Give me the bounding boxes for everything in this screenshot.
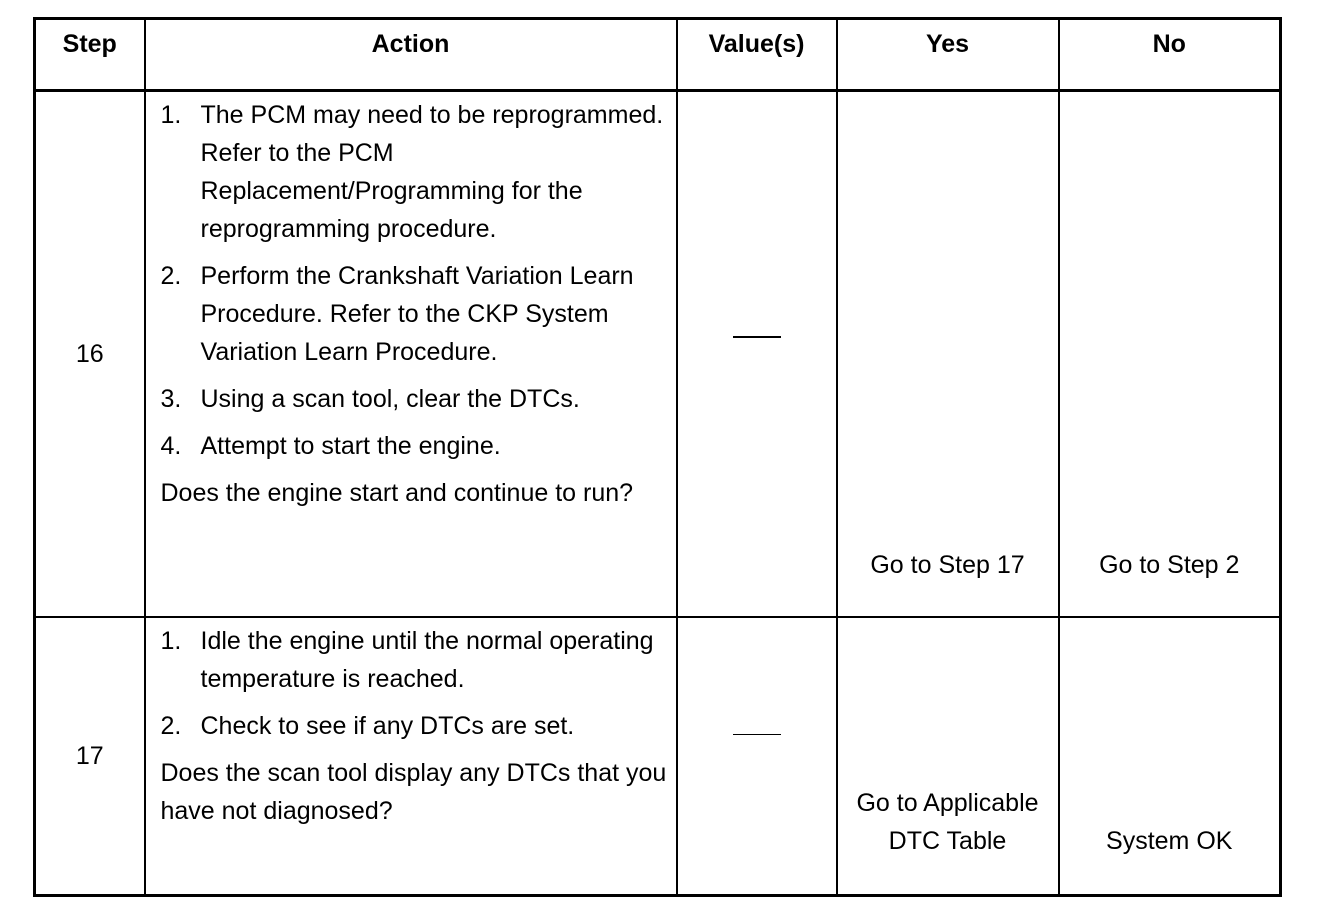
action-question: Does the engine start and continue to run? [160, 479, 634, 507]
action-item [161, 427, 668, 465]
value-cell [677, 617, 837, 896]
action-item-text: The PCM may need to be reprogrammed. Refer to the PCM Replacement/Programming for the reprogramming procedure. [200, 101, 664, 243]
action-item-number: 2. [160, 262, 182, 290]
header-yes: Yes [837, 19, 1059, 91]
action-item [161, 707, 668, 745]
header-values: Value(s) [677, 19, 837, 91]
action-item-text: Idle the engine until the normal operating temperature is reached. [200, 627, 654, 693]
no-value-dash [733, 734, 781, 735]
no-value-dash [733, 336, 781, 338]
action-item-number: 2. [160, 712, 182, 740]
step-number: 17 [35, 617, 145, 896]
action-item-text: Attempt to start the engine. [200, 432, 501, 460]
step-number: 16 [35, 91, 145, 618]
action-question: Does the scan tool display any DTCs that you have not diagnosed? [160, 759, 667, 825]
header-step: Step [35, 19, 145, 91]
action-item-text: Using a scan tool, clear the DTCs. [200, 385, 580, 413]
action-item-number: 1. [160, 627, 182, 655]
header-row [35, 19, 1281, 91]
action-list [161, 96, 668, 465]
action-item [161, 380, 668, 418]
action-item-text: Perform the Crankshaft Variation Learn Procedure. Refer to the CKP System Variation Learn Procedure. [200, 262, 634, 366]
action-item [161, 257, 668, 371]
no-outcome: Go to Step 2 [1059, 91, 1281, 618]
action-list [161, 622, 668, 745]
yes-outcome: Go to Step 17 [837, 91, 1059, 618]
table-row [35, 617, 1281, 896]
table-row [35, 91, 1281, 618]
action-cell [145, 617, 677, 896]
diagnostic-table [33, 17, 1282, 897]
action-item-number: 3. [160, 385, 182, 413]
yes-outcome: Go to Applicable DTC Table [837, 617, 1059, 896]
action-item-text: Check to see if any DTCs are set. [200, 712, 575, 740]
header-no: No [1059, 19, 1281, 91]
action-item [161, 96, 668, 248]
action-item-number: 1. [160, 101, 182, 129]
no-outcome: System OK [1059, 617, 1281, 896]
value-cell [677, 91, 837, 618]
action-item-number: 4. [160, 432, 182, 460]
header-action: Action [145, 19, 677, 91]
action-item [161, 622, 668, 698]
action-cell [145, 91, 677, 618]
